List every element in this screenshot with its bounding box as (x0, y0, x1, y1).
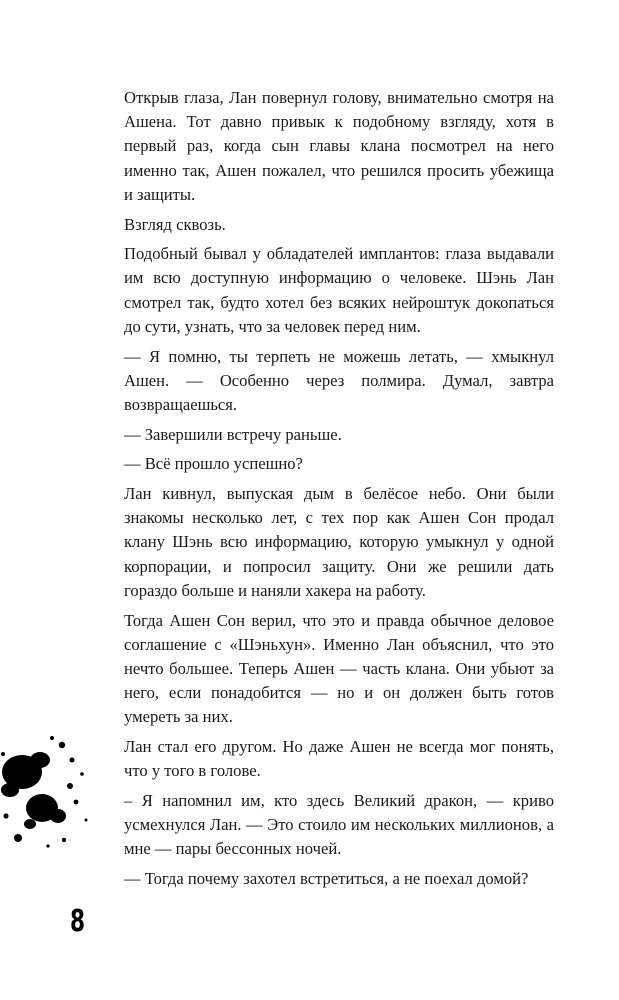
paragraph: — Всё прошло успешно? (124, 454, 303, 474)
paragraph: — Завершили встречу раньше. (124, 424, 342, 444)
page-number: 8 (70, 904, 86, 939)
paragraph: – Я напомнил им, кто здесь Великий дракон, — криво усмехнулся Лан. — Это стоило им нескольких миллионов, а мне — пары бессонных ночей. (124, 790, 554, 859)
paragraph: Лан кивнул, выпуская дым в белёсое небо. Они были знакомы несколько лет, с тех пор как Ашен Сон продал клану Шэнь всю информацию, которую умыкнул у одной корпорации, и попросил защиту. Они же решили дать гораздо больше и наняли хакера на работу. (124, 484, 554, 600)
paragraph: — Я помню, ты терпеть не можешь летать, — хмыкнул Ашен. — Особенно через полмира. Думал, завтра возвращаешься. (124, 346, 554, 414)
ink-blot-decoration (0, 720, 100, 860)
paragraph: Взгляд сквозь. (124, 214, 226, 234)
paragraph: Лан стал его другом. Но даже Ашен не всегда мог понять, что у того в голове. (124, 737, 554, 781)
body-text (124, 86, 554, 897)
paragraph: Подобный бывал у обладателей имплантов: глаза выдавали им всю доступную информацию о человеке. Шэнь Лан смотрел так, будто хотел без всяких нейроштук докопаться до сути, узнать, что за человек перед ним. (124, 244, 554, 336)
paragraph: Открыв глаза, Лан повернул голову, внимательно смотря на Ашена. Тот давно привык к подобному взгляду, хотя в первый раз, когда сын главы клана посмотрел на него именно так, Ашен пожалел, что решился просить убежища и защиты. (124, 88, 554, 204)
paragraph: Тогда Ашен Сон верил, что это и правда обычное деловое соглашение с «Шэньхун». Именно Лан объяснил, что это нечто большее. Теперь Ашен — часть клана. Они убьют за него, если понадобится — но и он должен быть готов умереть за них. (124, 610, 554, 727)
paragraph: — Тогда почему захотел встретиться, а не поехал домой? (124, 869, 529, 889)
